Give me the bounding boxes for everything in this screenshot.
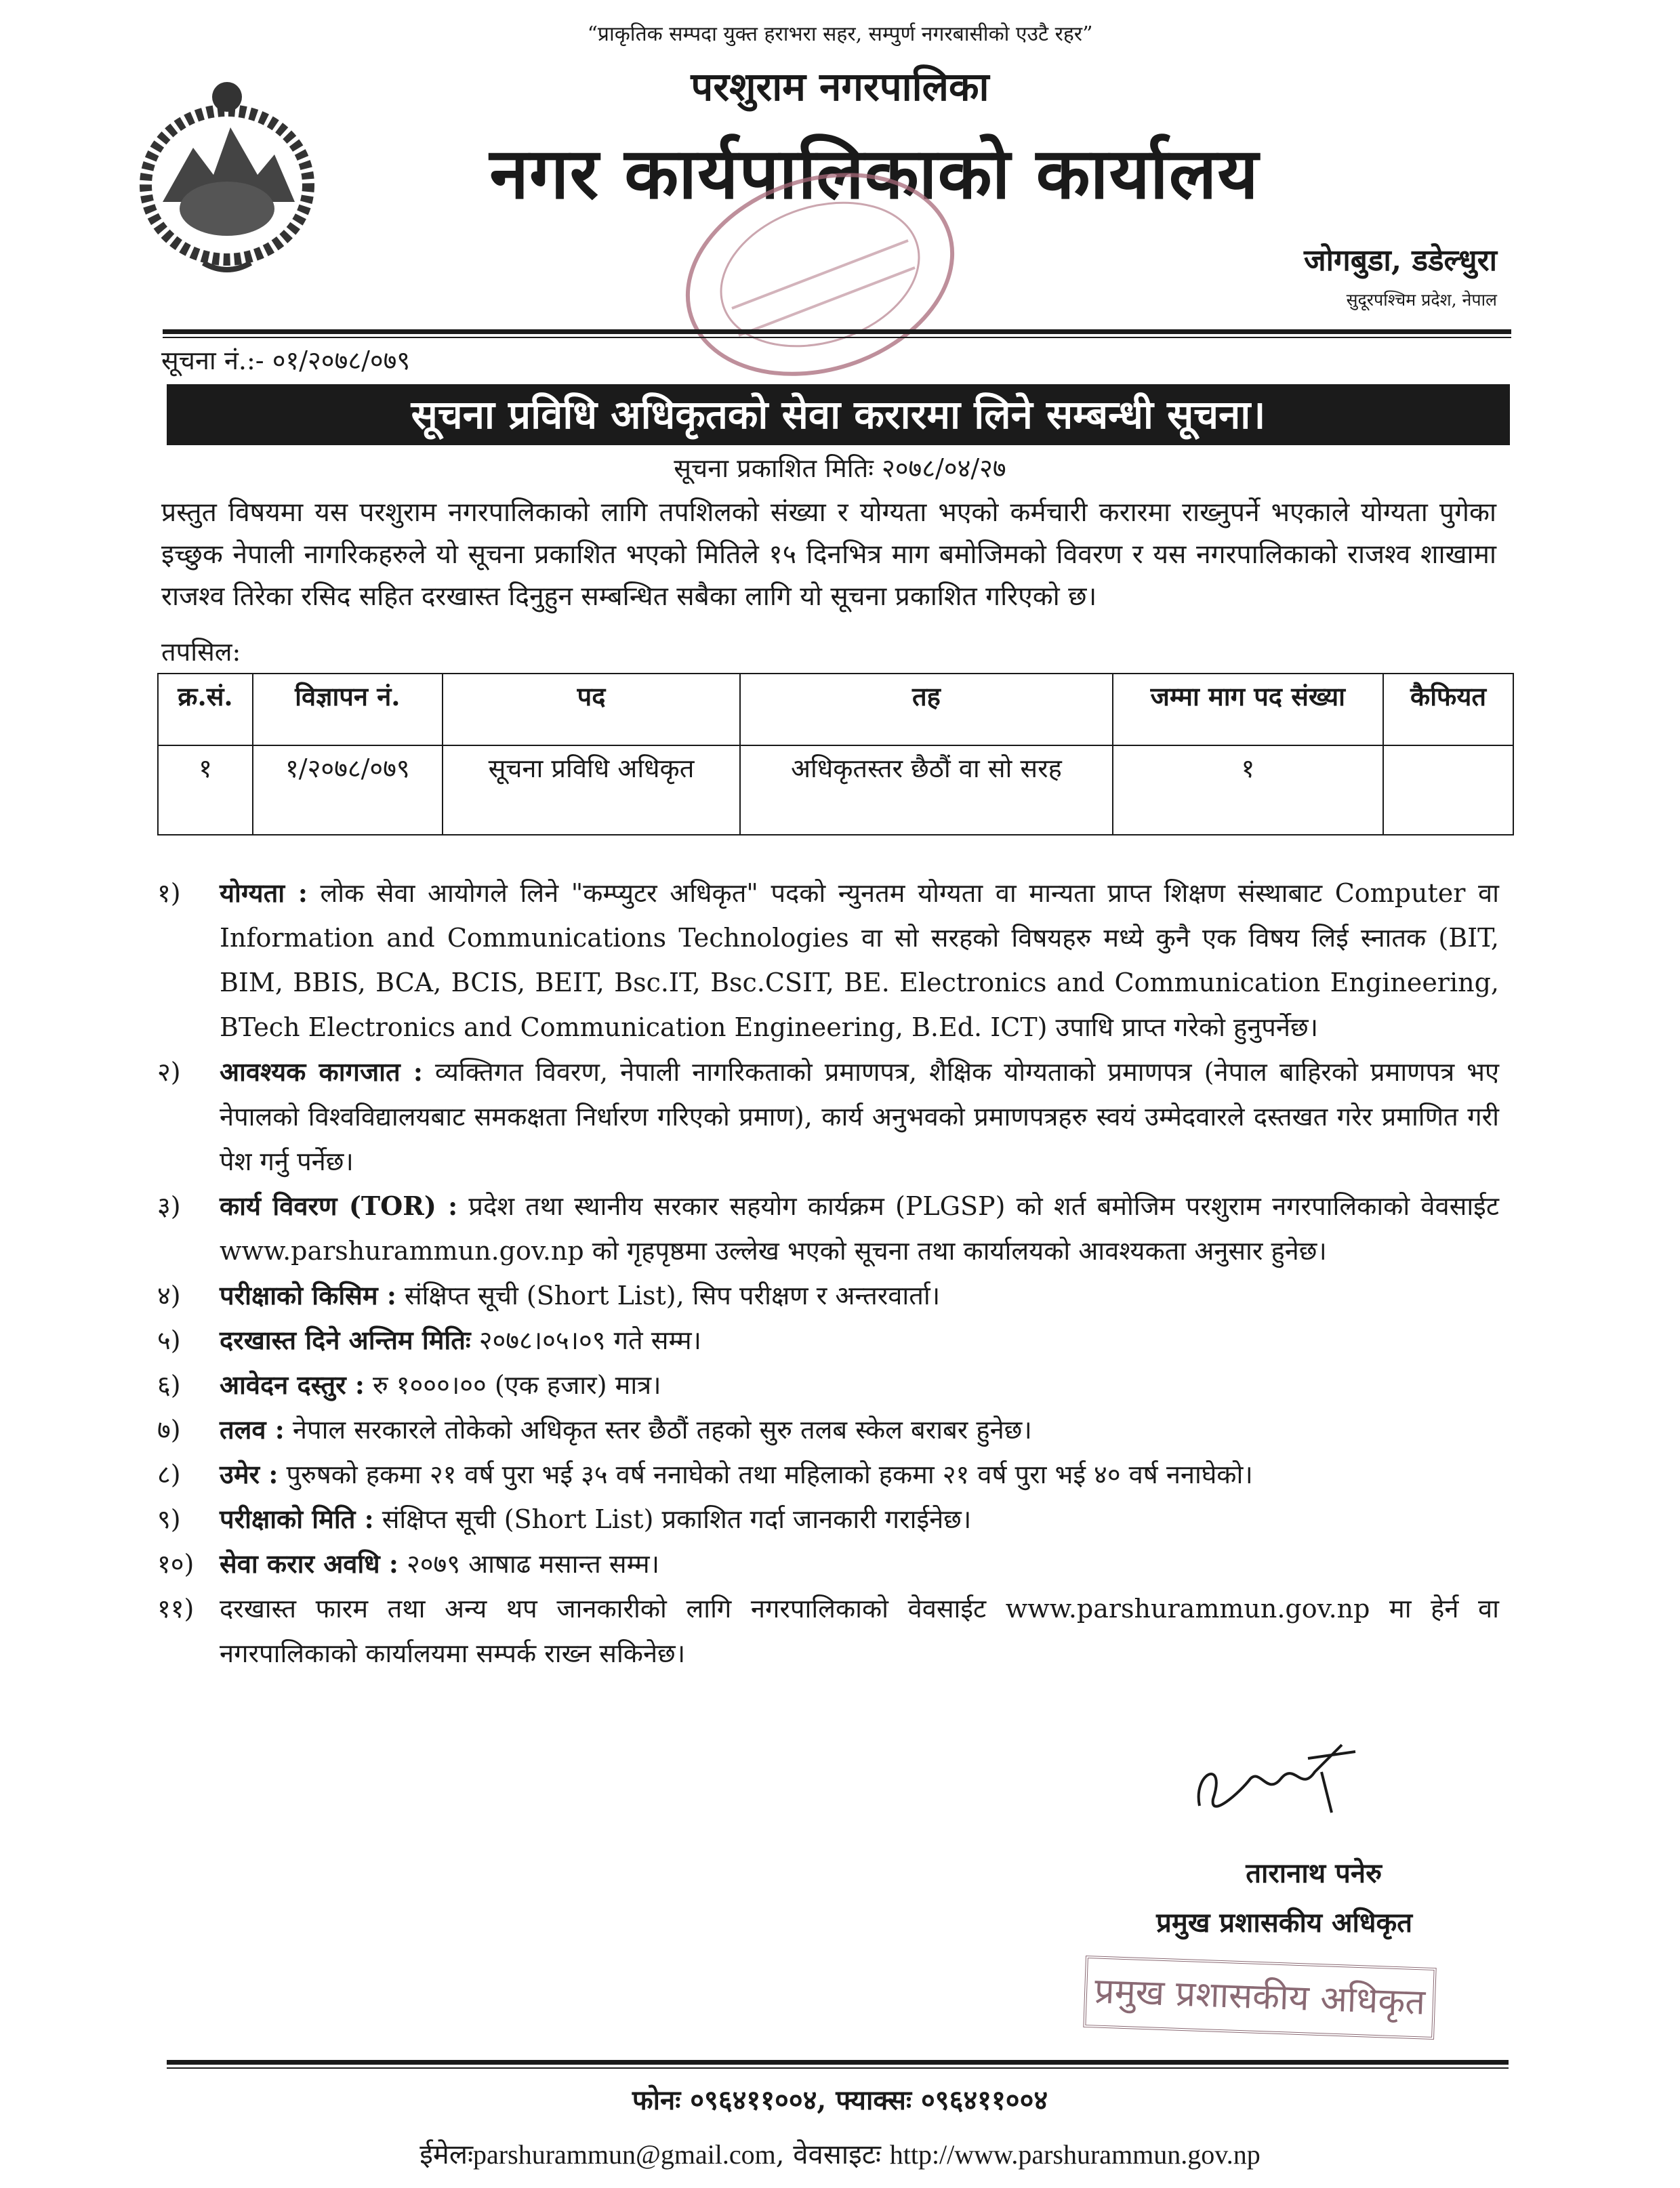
website-link[interactable]: http://www.parshurammun.gov.np xyxy=(889,2139,1261,2170)
term-item-deadline xyxy=(157,1318,1499,1363)
website-label: , वेवसाइटः xyxy=(775,2139,881,2170)
term-text: दरखास्त फारम तथा अन्य थप जानकारीको लागि नगरपालिकाको वेवसाईट www.parshurammun.gov.np मा हेर्न वा नगरपालिकाको कार्यालयमा सम्पर्क राख्न सकिनेछ। xyxy=(220,1594,1499,1668)
term-number: ४) xyxy=(157,1281,181,1310)
header-rule-thin xyxy=(163,337,1511,338)
term-label: योग्यता : xyxy=(220,878,308,908)
cell-post: सूचना प्रविधि अधिकृत xyxy=(443,745,740,835)
term-item-exam-type xyxy=(157,1273,1499,1318)
term-number: ३) xyxy=(157,1191,181,1221)
table-row xyxy=(158,745,1513,835)
term-text: रु १०००।०० (एक हजार) मात्र। xyxy=(372,1370,661,1400)
term-item-tor xyxy=(157,1184,1499,1273)
term-text: २०७८।०५।०९ गते सम्म। xyxy=(478,1325,701,1355)
term-label: परीक्षाको किसिम : xyxy=(220,1280,396,1310)
signatory-name: तारानाथ पनेरु xyxy=(1246,1857,1382,1889)
signature-icon xyxy=(1186,1731,1362,1833)
term-label: तलव : xyxy=(220,1414,285,1445)
term-number: ८) xyxy=(157,1460,181,1489)
header-rule xyxy=(163,329,1511,334)
col-header-total-posts: जम्मा माग पद संख्या xyxy=(1113,674,1383,745)
cell-total-posts: १ xyxy=(1113,745,1383,835)
col-header-serial: क्र.सं. xyxy=(158,674,253,745)
term-label: आवेदन दस्तुर : xyxy=(220,1369,365,1400)
email-link[interactable]: parshurammun@gmail.com xyxy=(473,2139,776,2170)
term-number: ११) xyxy=(157,1594,194,1624)
term-item-qualification xyxy=(157,871,1499,1050)
cell-level: अधिकृतस्तर छैठौं वा सो सरह xyxy=(740,745,1112,835)
official-designation-stamp: प्रमुख प्रशासकीय अधिकृत xyxy=(1083,1956,1436,2040)
notice-title-banner: सूचना प्रविधि अधिकृतको सेवा करारमा लिने सम्बन्धी सूचना। xyxy=(167,384,1510,445)
term-item-age xyxy=(157,1452,1499,1497)
term-label: दरखास्त दिने अन्तिम मितिः xyxy=(220,1325,471,1355)
email-label: ईमेलः xyxy=(419,2139,474,2170)
nepal-emblem-icon xyxy=(129,73,325,276)
term-text: प्रदेश तथा स्थानीय सरकार सहयोग कार्यक्रम (PLGSP) को शर्त बमोजिम परशुराम नगरपालिकाको वेवसाईट www.parshurammun.gov.np को गृहपृष्ठमा उल्लेख भएको सूचना तथा कार्यालयको आवश्यकता अनुसार हुनेछ। xyxy=(220,1191,1499,1266)
col-header-level: तह xyxy=(740,674,1112,745)
cell-remarks xyxy=(1383,745,1513,835)
motto: “प्राकृतिक सम्पदा युक्त हराभरा सहर, सम्पुर्ण नगरबासीको एउटै रहर” xyxy=(587,22,1093,46)
term-item-exam-date xyxy=(157,1497,1499,1542)
address-province: सुदूरपश्चिम प्रदेश, नेपाल xyxy=(1346,290,1497,310)
address-city: जोगबुडा, डडेल्धुरा xyxy=(1303,243,1497,278)
table-header-row xyxy=(158,674,1513,745)
term-number: ५) xyxy=(157,1325,181,1355)
term-label: परीक्षाको मिति : xyxy=(220,1504,374,1534)
term-number: ६) xyxy=(157,1370,181,1400)
office-title: नगर कार्यपालिकाको कार्यालय xyxy=(489,131,1259,215)
term-number: १०) xyxy=(157,1549,194,1579)
term-label: सेवा करार अवधि : xyxy=(220,1548,398,1579)
term-text: लोक सेवा आयोगले लिने "कम्प्युटर अधिकृत" पदको न्युनतम योग्यता वा मान्यता प्राप्त शिक्षण संस्थाबाट Computer वा Information and Communications Technologies वा सो सरहको विषयहरु मध्ये कुनै एक विषय लिई स्नातक (BIT, BIM, BBIS, BCA, BCIS, BEIT, Bsc.IT, Bsc.CSIT, BE. Electronics and Communication Engineering, BTech Electronics and Communication Engineering, B.Ed. ICT) उपाधि प्राप्त गरेको हुनुपर्नेछ। xyxy=(220,878,1499,1042)
footer-rule-thin xyxy=(167,2067,1509,2069)
term-text: पुरुषको हकमा २१ वर्ष पुरा भई ३५ वर्ष ननाघेको तथा महिलाको हकमा २१ वर्ष पुरा भई ४० वर्ष ननाघेको। xyxy=(286,1460,1253,1489)
term-label: कार्य विवरण (TOR) : xyxy=(220,1191,458,1221)
term-number: ९) xyxy=(157,1504,181,1534)
term-item-fee xyxy=(157,1363,1499,1407)
term-label: उमेर : xyxy=(220,1459,279,1489)
municipality-name: परशुराम नगरपालिका xyxy=(691,64,989,110)
intro-paragraph: प्रस्तुत विषयमा यस परशुराम नगरपालिकाको लागि तपशिलको संख्या र योग्यता भएको कर्मचारी करारमा राख्नुपर्ने भएकाले योग्यता पुगेका इच्छुक नेपाली नागरिकहरुले यो सूचना प्रकाशित भएको मितिले १५ दिनभित्र माग बमोजिमको विवरण र यस नगरपालिकाको राजश्व शाखामा राजश्व तिरेका रसिद सहित दरखास्त दिनुहुन सम्बन्धित सबैका लागि यो सूचना प्रकाशित गरिएको छ। xyxy=(161,497,1496,612)
term-text: संक्षिप्त सूची (Short List), सिप परीक्षण र अन्तरवार्ता। xyxy=(404,1281,941,1310)
term-item-documents xyxy=(157,1050,1499,1184)
term-text: २०७९ आषाढ मसान्त सम्म। xyxy=(406,1549,660,1579)
vacancy-table xyxy=(157,673,1514,835)
term-item-salary xyxy=(157,1407,1499,1452)
term-number: १) xyxy=(157,878,181,908)
footer-phone-fax: फोनः ०९६४११००४, फ्याक्सः ०९६४११००४ xyxy=(632,2084,1048,2116)
footer-contact xyxy=(0,2134,1680,2172)
col-header-ad-no: विज्ञापन नं. xyxy=(253,674,443,745)
terms-list xyxy=(157,871,1499,1676)
term-text: नेपाल सरकारले तोकेको अधिकृत स्तर छैठौं तहको सुरु तलब स्केल बराबर हुनेछ। xyxy=(292,1415,1032,1445)
col-header-remarks: कैफियत xyxy=(1383,674,1513,745)
office-round-stamp-icon xyxy=(671,166,969,383)
cell-ad-no: १/२०७८/०७९ xyxy=(253,745,443,835)
signatory-title: प्रमुख प्रशासकीय अधिकृत xyxy=(1156,1907,1412,1939)
published-date: सूचना प्रकाशित मितिः २०७८/०४/२७ xyxy=(674,453,1006,483)
term-number: २) xyxy=(157,1057,181,1087)
term-text: संक्षिप्त सूची (Short List) प्रकाशित गर्दा जानकारी गराईनेछ। xyxy=(382,1504,972,1534)
footer-rule xyxy=(167,2060,1509,2065)
cell-serial: १ xyxy=(158,745,253,835)
notice-number: सूचना नं.:- ०१/२०७८/०७९ xyxy=(161,346,411,375)
term-text: व्यक्तिगत विवरण, नेपाली नागरिकताको प्रमाणपत्र, शैक्षिक योग्यताको प्रमाणपत्र (नेपाल बाहिरको प्रमाणपत्र भए नेपालको विश्वविद्यालयबाट समकक्षता निर्धारण गरिएको प्रमाण), कार्य अनुभवको प्रमाणपत्रहरु स्वयं उम्मेदवारले दस्तखत गरेर प्रमाणित गरी पेश गर्नु पर्नेछ। xyxy=(220,1057,1499,1176)
col-header-post: पद xyxy=(443,674,740,745)
term-item-contact xyxy=(157,1586,1499,1676)
term-item-contract-period xyxy=(157,1542,1499,1586)
tapsil-label: तपसिल: xyxy=(161,637,241,667)
term-number: ७) xyxy=(157,1415,181,1445)
term-label: आवश्यक कागजात : xyxy=(220,1056,423,1087)
